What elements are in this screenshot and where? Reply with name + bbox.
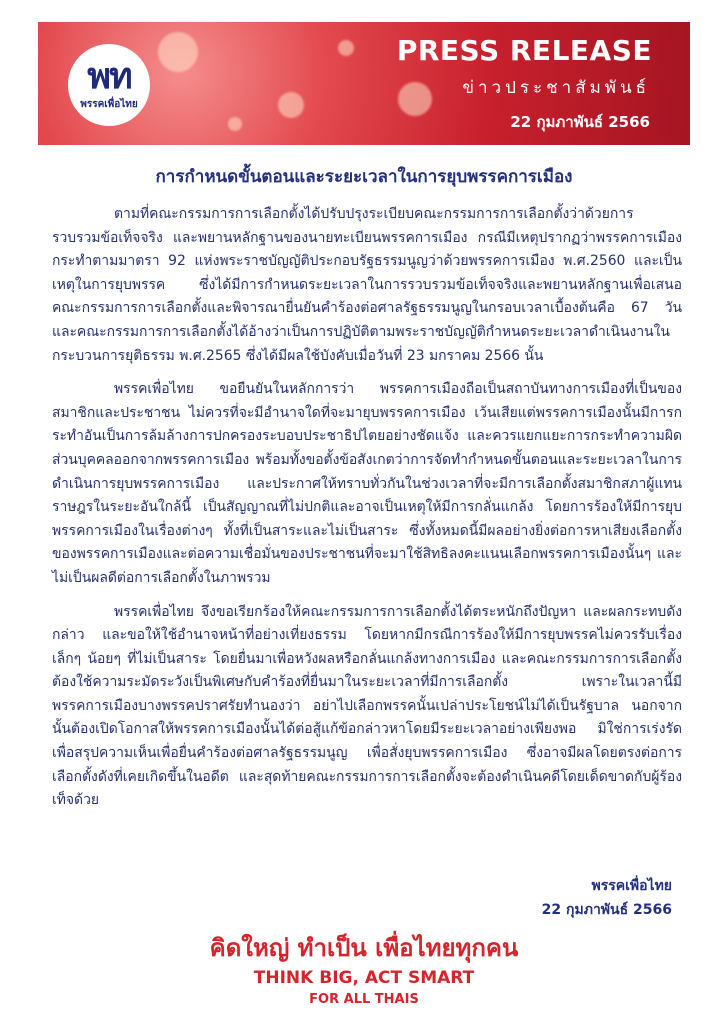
bokeh-light bbox=[338, 40, 354, 56]
press-release-title: PRESS RELEASE bbox=[396, 34, 652, 67]
bokeh-light bbox=[278, 92, 304, 118]
bokeh-light bbox=[398, 82, 432, 116]
party-logo bbox=[68, 44, 150, 126]
signature-block bbox=[542, 874, 672, 922]
party-slogan bbox=[38, 930, 690, 1010]
logo-party-name: พรรคเพื่อไทย bbox=[80, 98, 138, 110]
signature-date: 22 กุมภาพันธ์ 2566 bbox=[541, 902, 672, 918]
logo-mark: พท bbox=[87, 55, 131, 97]
bokeh-light bbox=[158, 32, 198, 72]
bokeh-light bbox=[228, 117, 242, 131]
slogan-thai: คิดใหญ่ ทำเป็น เพื่อไทยทุกคน bbox=[209, 934, 519, 962]
document-title: การกำหนดขั้นตอนและระยะเวลาในการยุบพรรคการเมือง bbox=[155, 167, 573, 187]
signature-party: พรรคเพื่อไทย bbox=[591, 878, 672, 894]
slogan-english-line2: FOR ALL THAIS bbox=[309, 992, 419, 1007]
paragraph: พรรคเพื่อไทย จึงขอเรียกร้องให้คณะกรรมการการเลือกตั้งได้ตระหนักถึงปัญหา และผลกระทบดังกล่าว และขอให้ใช้อำนาจหน้าที่อย่างเที่ยงธรรม โดยหากมีกรณีการร้องให้มีการยุบพรรคไม่ควรรับเรื่องเล็กๆ น้อยๆ ที่ไม่เป็นสาระ โดยยื่นมาเพื่อหวังผลหรือกลั่นแกล้งทางการเมือง และคณะกรรมการการเลือกตั้งต้องใช้ความระมัดระวังเป็นพิเศษกับคำร้องที่ยื่นมาในระยะเวลาที่มีการเลือกตั้ง เพราะในเวลานี้มีพรรคการเมืองบางพรรคปราศรัยทำนองว่า อย่าไปเลือกพรรคนั้นเปล่าประโยชน์ไม่ได้เป็นรัฐบาล นอกจากนั้นต้องเปิดโอกาสให้พรรคการเมืองนั้นได้ต่อสู้แก้ข้อกล่าวหาโดยมีระยะเวลาอย่างเพียงพอ มิใช่การเร่งรัดเพื่อสรุปความเห็นเพื่อยื่นคำร้องต่อศาลรัฐธรรมนูญ เพื่อสั่งยุบพรรคการเมือง ซึ่งอาจมีผลโดยตรงต่อการเลือกตั้งดังที่เคยเกิดขึ้นในอดีต และสุดท้ายคณะกรรมการการเลือกตั้งจะต้องดำเนินคดีโดยเด็ดขาดกับผู้ร้องเท็จด้วย bbox=[52, 603, 682, 809]
press-release-subtitle: ข่าวประชาสัมพันธ์ bbox=[462, 78, 650, 98]
paragraph: ตามที่คณะกรรมการการเลือกตั้งได้ปรับปรุงระเบียบคณะกรรมการการเลือกตั้งว่าด้วยการรวบรวมข้อเท็จจริง และพยานหลักฐานของนายทะเบียนพรรคการเมือง กรณีมีเหตุปรากฏว่าพรรคการเมืองกระทำตามมาตรา 92 แห่งพระราชบัญญัติประกอบรัฐธรรมนูญว่าด้วยพรรคการเมือง พ.ศ.2560 และเป็นเหตุในการยุบพรรค ซึ่งได้มีการกำหนดระยะเวลาในการรวบรวมข้อเท็จจริงและพยานหลักฐานเพื่อเสนอคณะกรรมการการเลือกตั้งและพิจารณายื่นยันคำร้องต่อศาลรัฐธรรมนูญในกรอบเวลาเบื้องต้นคือ 67 วัน และคณะกรรมการการเลือกตั้งได้อ้างว่าเป็นการปฏิบัติตามพระราชบัญญัติกำหนดระยะเวลาดำเนินงานในกระบวนการยุติธรรม พ.ศ.2565 ซึ่งได้มีผลใช้บังคับเมื่อวันที่ 23 มกราคม 2566 นั้น bbox=[52, 206, 682, 364]
paragraph: พรรคเพื่อไทย ขอยืนยันในหลักการว่า พรรคการเมืองถือเป็นสถาบันทางการเมืองที่เป็นของสมาชิกและประชาชน ไม่ควรที่จะมีอำนาจใดที่จะมายุบพรรคการเมือง เว้นเสียแต่พรรคการเมืองนั้นมีการกระทำอันเป็นการล้มล้างการปกครองระบอบประชาธิปไตยอย่างชัดแจ้ง และควรแยกแยะการกระทำความผิดส่วนบุคคลออกจากพรรคการเมือง พร้อมทั้งขอตั้งข้อสังเกตว่าการจัดทำกำหนดขั้นตอนและระยะเวลาในการดำเนินการยุบพรรคการเมือง และประกาศให้ทราบทั่วกันในช่วงเวลาที่จะมีการเลือกตั้งสมาชิกสภาผู้แทนราษฎรในระยะอันใกล้นี้ เป็นสัญญาณที่ไม่ปกติและอาจเป็นเหตุให้มีการกลั่นแกล้ง โดยการร้องให้มีการยุบพรรคการเมืองในเรื่องต่างๆ ทั้งที่เป็นสาระและไม่เป็นสาระ ซึ่งทั้งหมดนี้มีผลอย่างยิ่งต่อการหาเสียงเลือกตั้งของพรรคการเมืองและต่อความเชื่อมั่นของประชาชนที่จะมาใช้สิทธิลงคะแนนเลือกพรรคการเมืองนั้นๆ และไม่เป็นผลดีต่อการเลือกตั้งในภาพรวม bbox=[52, 381, 682, 586]
press-release-banner bbox=[38, 22, 690, 145]
document-body bbox=[52, 203, 682, 813]
press-release-date: 22 กุมภาพันธ์ 2566 bbox=[510, 113, 650, 131]
slogan-english-line1: THINK BIG, ACT SMART bbox=[253, 968, 475, 988]
